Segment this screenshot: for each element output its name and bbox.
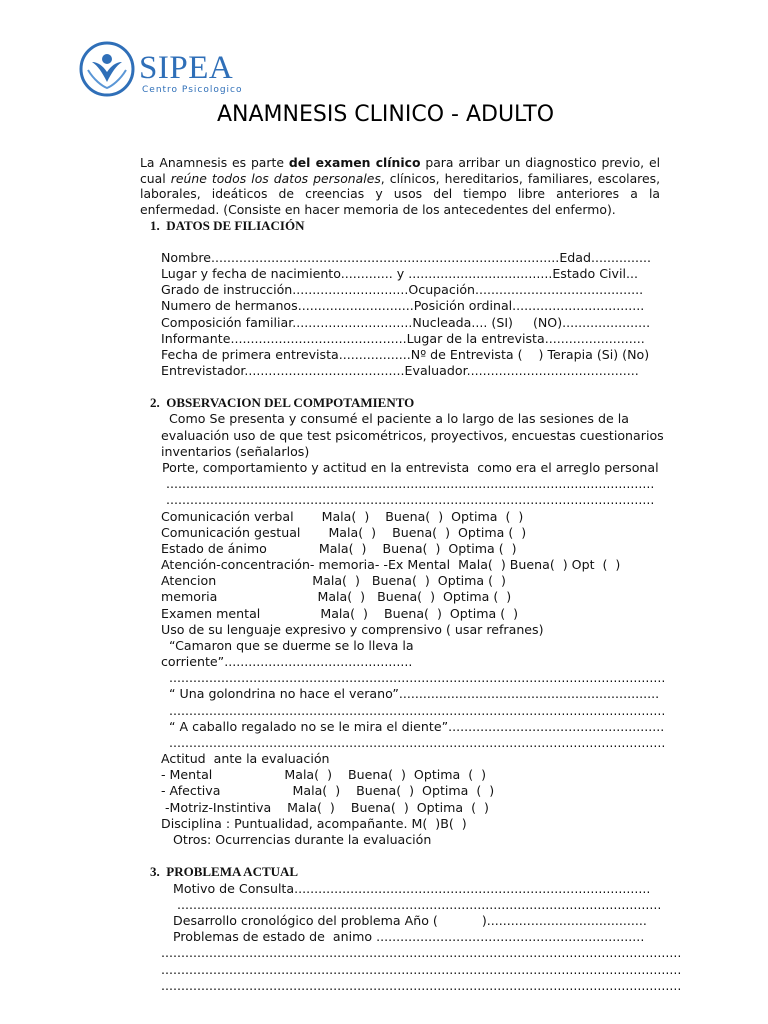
section-heading-observacion: 2. OBSERVACION DEL COMPOTAMIENTO <box>150 395 415 410</box>
section-heading-problema: 3. PROBLEMA ACTUAL <box>150 864 299 879</box>
blank-line: .......................................................................................................................... <box>158 492 655 507</box>
refran-line: “ Una golondrina no hace el verano”................................................................. <box>161 686 660 701</box>
filiacion-line: Informante............................................Lugar de la entrevista......................... <box>161 331 645 346</box>
actitud-heading: Actitud ante la evaluación <box>161 751 330 766</box>
blank-line: ............................................................................................................................ <box>161 703 666 718</box>
motivo-line: Motivo de Consulta......................................................................................... <box>173 881 651 896</box>
rating-row: memoria Mala( ) Buena( ) Optima ( ) <box>161 589 512 604</box>
filiacion-line: Numero de hermanos.............................Posición ordinal................................. <box>161 298 645 313</box>
filiacion-line: Fecha de primera entrevista..................Nº de Entrevista ( ) Terapia (Si) (No) <box>161 347 650 362</box>
intro-bold: del examen clínico <box>288 155 421 170</box>
desarrollo-line: Desarrollo cronológico del problema Año ( )........................................ <box>173 913 647 928</box>
actitud-row: - Afectiva Mala( ) Buena( ) Optima ( ) <box>161 783 495 798</box>
rating-row: Atencion Mala( ) Buena( ) Optima ( ) <box>161 573 506 588</box>
blank-line: .................................................................................................................................. <box>161 945 682 960</box>
logo-name: SIPEA <box>139 50 234 86</box>
intro-paragraph <box>140 155 660 217</box>
page-title: ANAMNESIS CLINICO - ADULTO <box>217 102 555 127</box>
lenguaje-line: Uso de su lenguaje expresivo y comprensivo ( usar refranes) <box>161 622 544 637</box>
refran-line: “ A caballo regalado no se le mira el diente”...................................................... <box>161 719 665 734</box>
rating-row: Atención-concentración- memoria- -Ex Mental Mala( ) Buena( ) Opt ( ) <box>161 557 621 572</box>
blank-line: ......................................................................................................................... <box>173 897 662 912</box>
filiacion-line: Grado de instrucción.............................Ocupación.......................................... <box>161 282 644 297</box>
observacion-intro: inventarios (señalarlos) <box>161 444 310 459</box>
disciplina-line: Disciplina : Puntualidad, acompañante. M( )B( ) <box>161 816 467 831</box>
logo-subtitle: Centro Psicologico <box>142 85 243 95</box>
blank-line: ............................................................................................................................ <box>161 735 666 750</box>
intro-text-3: , clínicos, hereditarios, familiares, escolares, laborales, ideáticos de creencias y usos del tiempo libre anteriores a la enfermedad. (Consiste en hacer memoria de los antecedentes del enfermo). <box>140 170 661 217</box>
logo <box>78 40 258 100</box>
intro-text-2: para arribar un diagnostico previo, el cual <box>140 155 661 186</box>
intro-text-1: La Anamnesis es parte <box>140 155 289 170</box>
observacion-intro: evaluación uso de que test psicométricos, proyectivos, encuestas cuestionarios <box>161 428 664 443</box>
rating-row: Comunicación verbal Mala( ) Buena( ) Optima ( ) <box>161 509 524 524</box>
blank-line: .................................................................................................................................. <box>161 978 682 993</box>
filiacion-line: Nombre.......................................................................................Edad............... <box>161 250 652 265</box>
filiacion-line: Entrevistador........................................Evaluador........................................... <box>161 363 639 378</box>
rating-row: Comunicación gestual Mala( ) Buena( ) Optima ( ) <box>161 525 527 540</box>
actitud-row: - Mental Mala( ) Buena( ) Optima ( ) <box>161 767 487 782</box>
section-heading-filiacion: 1. DATOS DE FILIACIÓN <box>150 218 305 233</box>
estado-animo-line: Problemas de estado de animo ................................................................... <box>173 929 645 944</box>
intro-italic: reúne todos los datos personales <box>170 170 381 186</box>
filiacion-line: Lugar y fecha de nacimiento............. y ....................................Estado Civil... <box>161 266 638 281</box>
actitud-row: -Motriz-Instintiva Mala( ) Buena( ) Optima ( ) <box>161 800 489 815</box>
blank-line: ............................................................................................................................ <box>161 670 666 685</box>
blank-line: .......................................................................................................................... <box>158 476 655 491</box>
rating-row: Estado de ánimo Mala( ) Buena( ) Optima ( ) <box>161 541 517 556</box>
refran-line: “Camaron que se duerme se lo lleva la <box>161 638 414 653</box>
rating-row: Examen mental Mala( ) Buena( ) Optima ( ) <box>161 606 519 621</box>
logo-emblem-icon <box>78 40 136 98</box>
filiacion-line: Composición familiar..............................Nucleada.... (SI) (NO)...................... <box>161 315 651 330</box>
otros-line: Otros: Ocurrencias durante la evaluación <box>161 832 432 847</box>
porte-line: Porte, comportamiento y actitud en la entrevista como era el arreglo personal <box>158 460 659 475</box>
refran-line: corriente”............................................... <box>161 654 413 669</box>
observacion-intro: Como Se presenta y consumé el paciente a lo largo de las sesiones de la <box>161 411 629 426</box>
blank-line: .................................................................................................................................. <box>161 962 682 977</box>
